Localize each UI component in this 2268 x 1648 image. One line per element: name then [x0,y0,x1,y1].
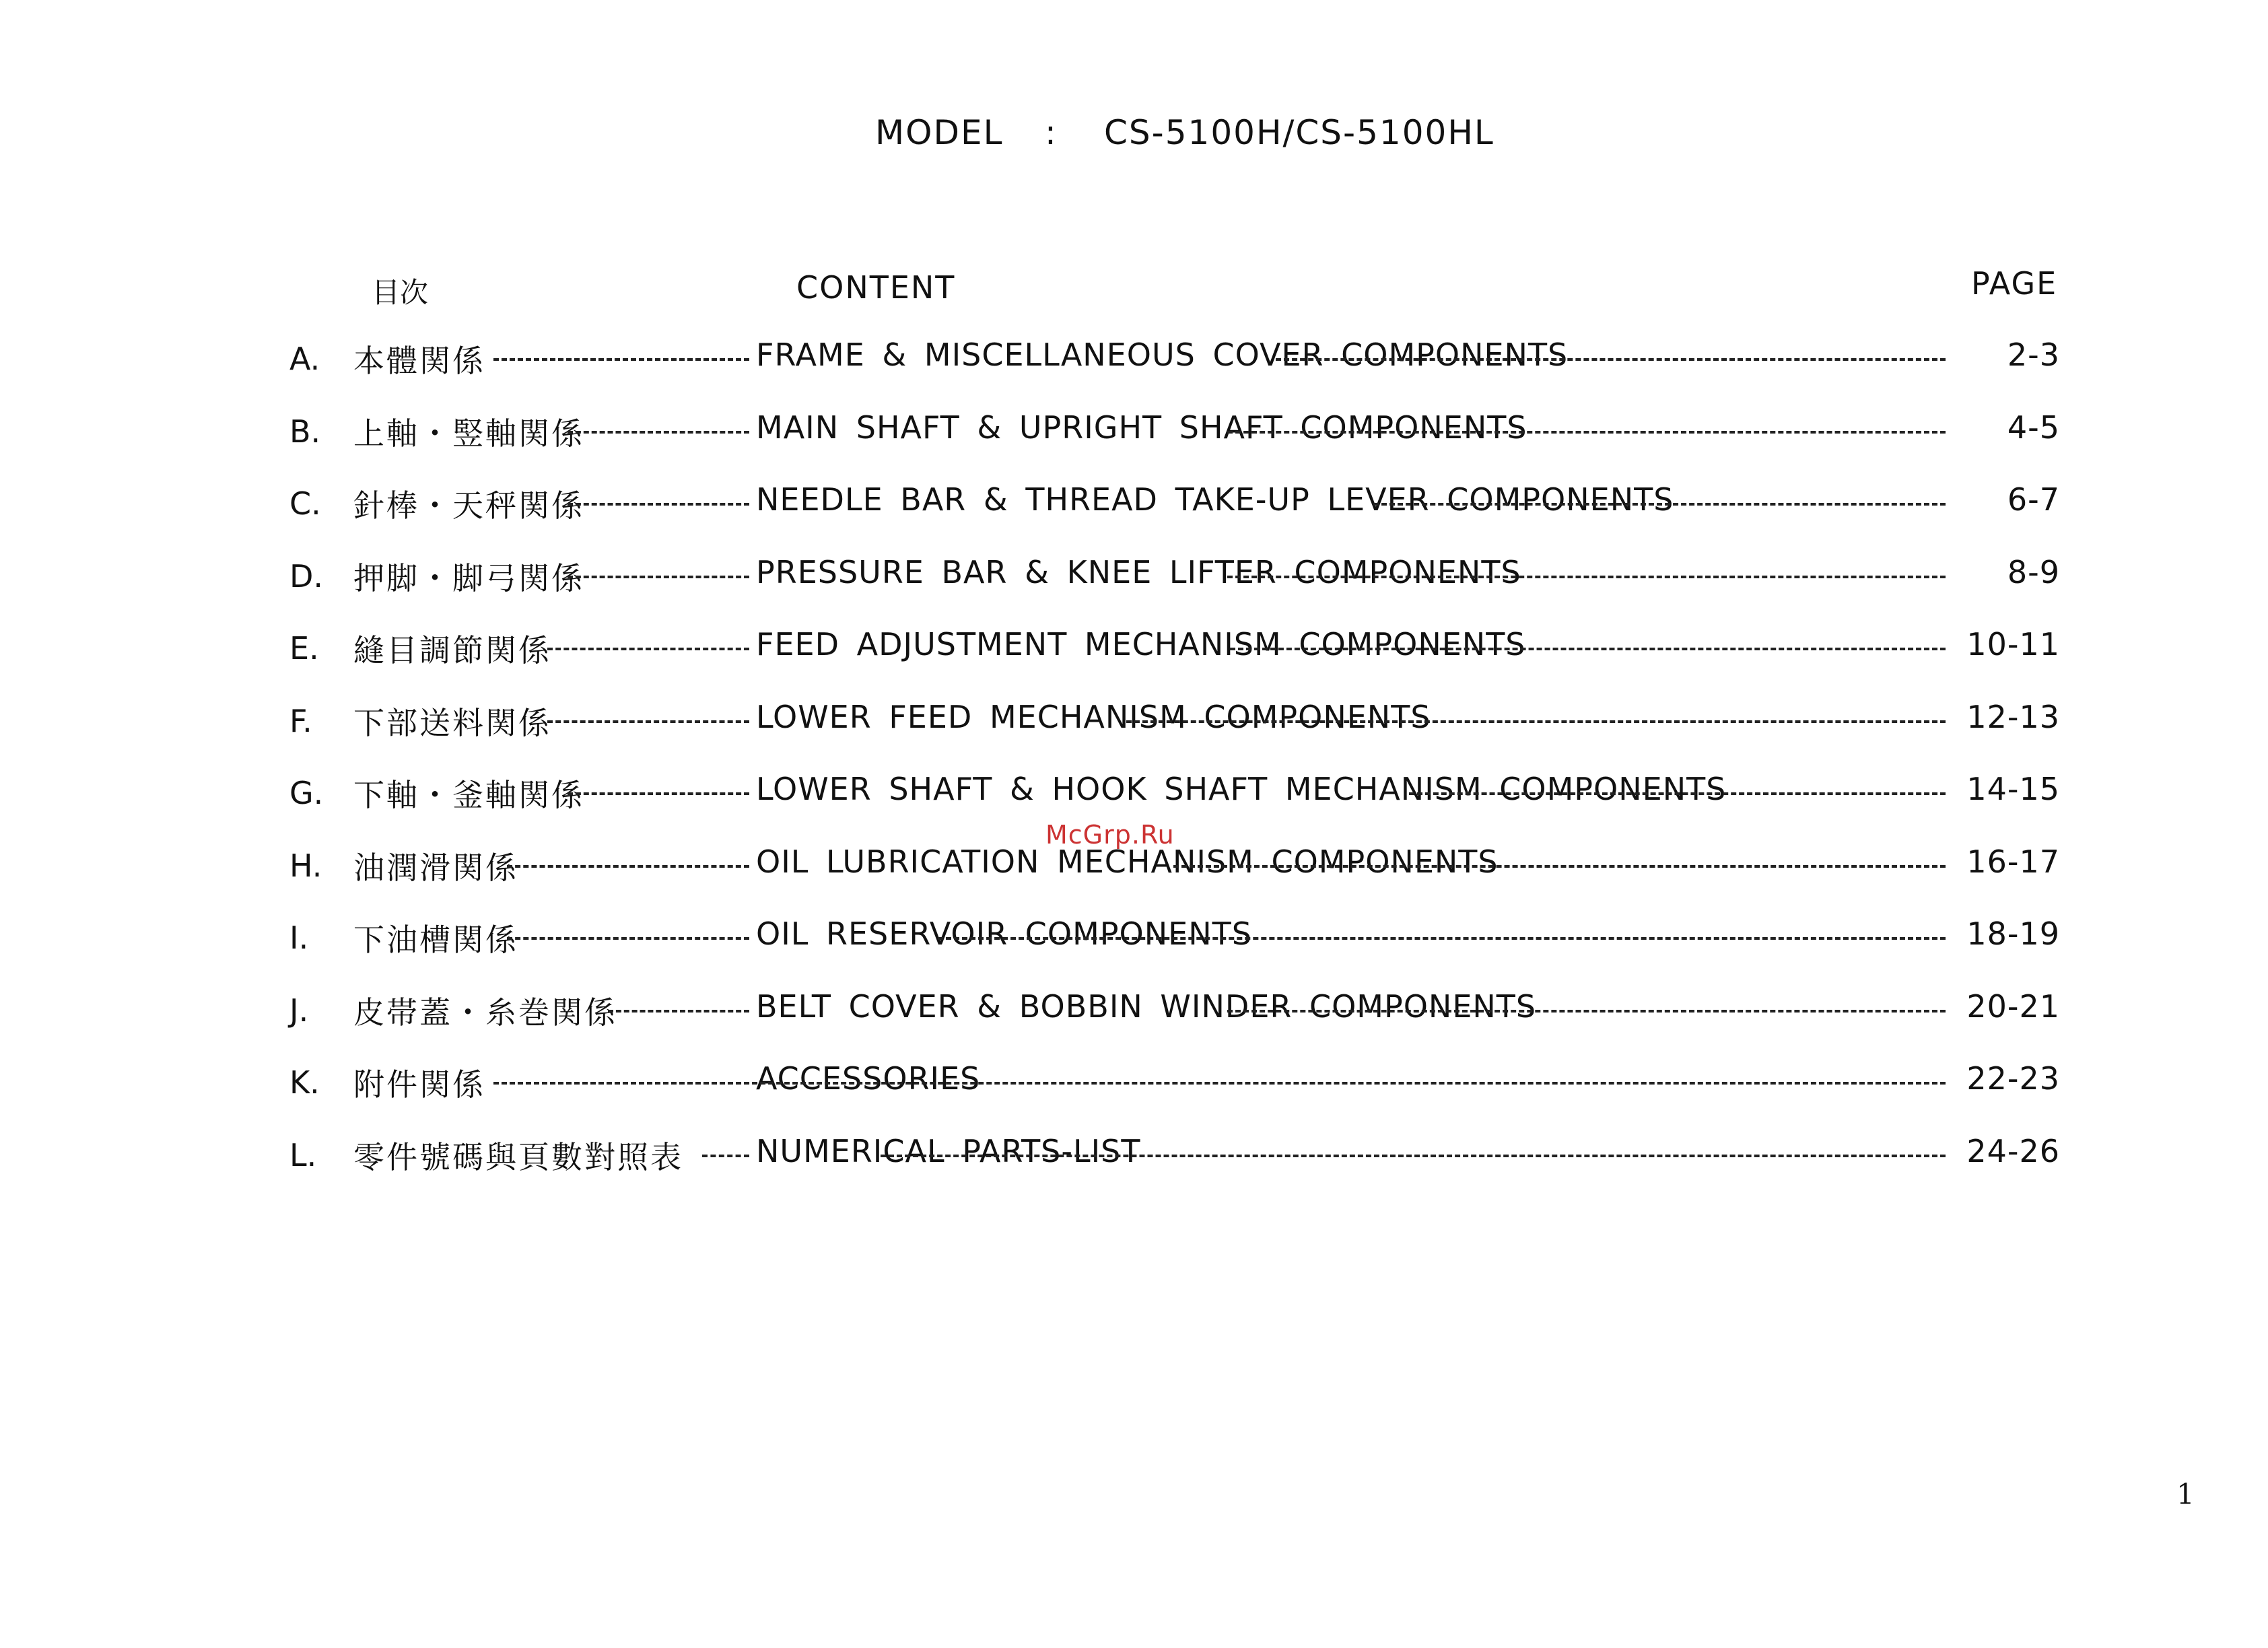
toc-row [289,554,2060,601]
toc-chinese-title: 油潤滑関係 [353,850,518,886]
toc-chinese-title: 附件関係 [353,1066,485,1103]
leader-dashes [568,431,749,434]
toc-chinese-title: 零件號碼與頁數對照表 [353,1139,683,1175]
toc-page-range: 18-19 [1966,916,2060,952]
toc-letter: B. [289,413,321,450]
model-title [875,113,1548,160]
watermark-text: McGrp.Ru [1045,820,1175,850]
toc-letter: I. [289,920,309,956]
page-heading: PAGE [1971,265,2058,302]
toc-english-title: OIL RESERVOIR COMPONENTS [756,916,1252,952]
leader-dashes [1173,865,1946,868]
leader-dashes [1373,503,1946,506]
toc-chinese-title: 本體関係 [353,343,485,379]
toc-letter: F. [289,703,312,739]
content-heading: CONTENT [796,269,956,306]
toc-row [289,916,2060,963]
model-value: CS-5100H/CS-5100HL [1104,113,1494,152]
toc-chinese-title: 下部送料関係 [353,705,551,741]
leader-dashes [1276,358,1946,361]
leader-dashes [568,576,749,578]
toc-english-title: ACCESSORIES [756,1060,981,1097]
toc-page-range: 16-17 [1966,844,2060,880]
toc-row [289,481,2060,528]
leader-dashes [881,1155,1946,1157]
toc-letter: D. [289,558,324,594]
leader-dashes [1126,720,1946,723]
toc-page-range: 6-7 [2007,481,2060,518]
leader-dashes [1227,1010,1946,1012]
leader-dashes [507,865,749,868]
leader-dashes [568,792,749,795]
leader-dashes [938,937,1946,940]
toc-chinese-title: 縫目調節関係 [353,632,551,668]
toc-row [289,771,2060,818]
toc-english-title: MAIN SHAFT & UPRIGHT SHAFT COMPONENTS [756,409,1527,446]
toc-letter: G. [289,775,324,811]
toc-page-range: 4-5 [2007,409,2060,446]
leader-dashes [608,1010,749,1012]
model-label: MODEL [875,113,1004,152]
toc-chinese-title: 上軸・竪軸関係 [353,415,584,452]
toc-english-title: FEED ADJUSTMENT MECHANISM COMPONENTS [756,626,1526,662]
model-colon: : [1045,113,1058,152]
toc-english-title: LOWER SHAFT & HOOK SHAFT MECHANISM COMPONENTS [756,771,1727,807]
leader-dashes [695,1082,1946,1085]
toc-page-range: 2-3 [2007,337,2060,373]
toc-page-range: 10-11 [1966,626,2060,662]
leader-dashes [493,358,749,361]
chinese-contents-heading: 目次 [372,276,429,309]
leader-dashes [1227,576,1946,578]
toc-chinese-title: 針棒・天秤関係 [353,487,584,524]
toc-row [289,844,2060,891]
toc-letter: K. [289,1064,320,1101]
leader-dashes [1230,648,1946,650]
leader-dashes [568,503,749,506]
toc-chinese-title: 下油槽関係 [353,922,518,958]
toc-english-title: OIL LUBRICATION MECHANISM COMPONENTS [756,844,1499,880]
toc-letter: H. [289,848,322,884]
leader-dashes [1227,431,1946,434]
toc-letter: L. [289,1137,317,1173]
leader-dashes [547,720,749,723]
toc-page-range: 24-26 [1966,1133,2060,1169]
toc-row [289,337,2060,384]
toc-letter: E. [289,630,319,666]
toc-page-range: 20-21 [1966,988,2060,1025]
toc-row [289,409,2060,456]
toc-letter: A. [289,341,320,377]
toc-row [289,626,2060,673]
toc-page-range: 14-15 [1966,771,2060,807]
toc-letter: C. [289,485,321,522]
toc-english-title: FRAME & MISCELLANEOUS COVER COMPONENTS [756,337,1569,373]
leader-dashes [547,648,749,650]
toc-english-title: LOWER FEED MECHANISM COMPONENTS [756,699,1431,735]
toc-page-range: 22-23 [1966,1060,2060,1097]
toc-page-range: 12-13 [1966,699,2060,735]
leader-dashes [507,937,749,940]
leader-dashes [1409,792,1946,795]
toc-english-title: PRESSURE BAR & KNEE LIFTER COMPONENTS [756,554,1521,590]
toc-chinese-title: 押脚・脚弓関係 [353,560,584,596]
toc-chinese-title: 皮帯蓋・糸巻関係 [353,994,617,1031]
toc-english-title: NUMERICAL PARTS-LIST [756,1133,1141,1169]
toc-row [289,1060,2060,1107]
toc-english-title: NEEDLE BAR & THREAD TAKE-UP LEVER COMPONENTS [756,481,1674,518]
page-number: 1 [2176,1478,2195,1511]
toc-chinese-title: 下軸・釜軸関係 [353,777,584,813]
toc-letter: J. [289,992,309,1029]
leader-dashes [702,1155,749,1157]
toc-row [289,699,2060,746]
toc-english-title: BELT COVER & BOBBIN WINDER COMPONENTS [756,988,1537,1025]
toc-row [289,988,2060,1035]
toc-row [289,1133,2060,1180]
toc-page-range: 8-9 [2007,554,2060,590]
